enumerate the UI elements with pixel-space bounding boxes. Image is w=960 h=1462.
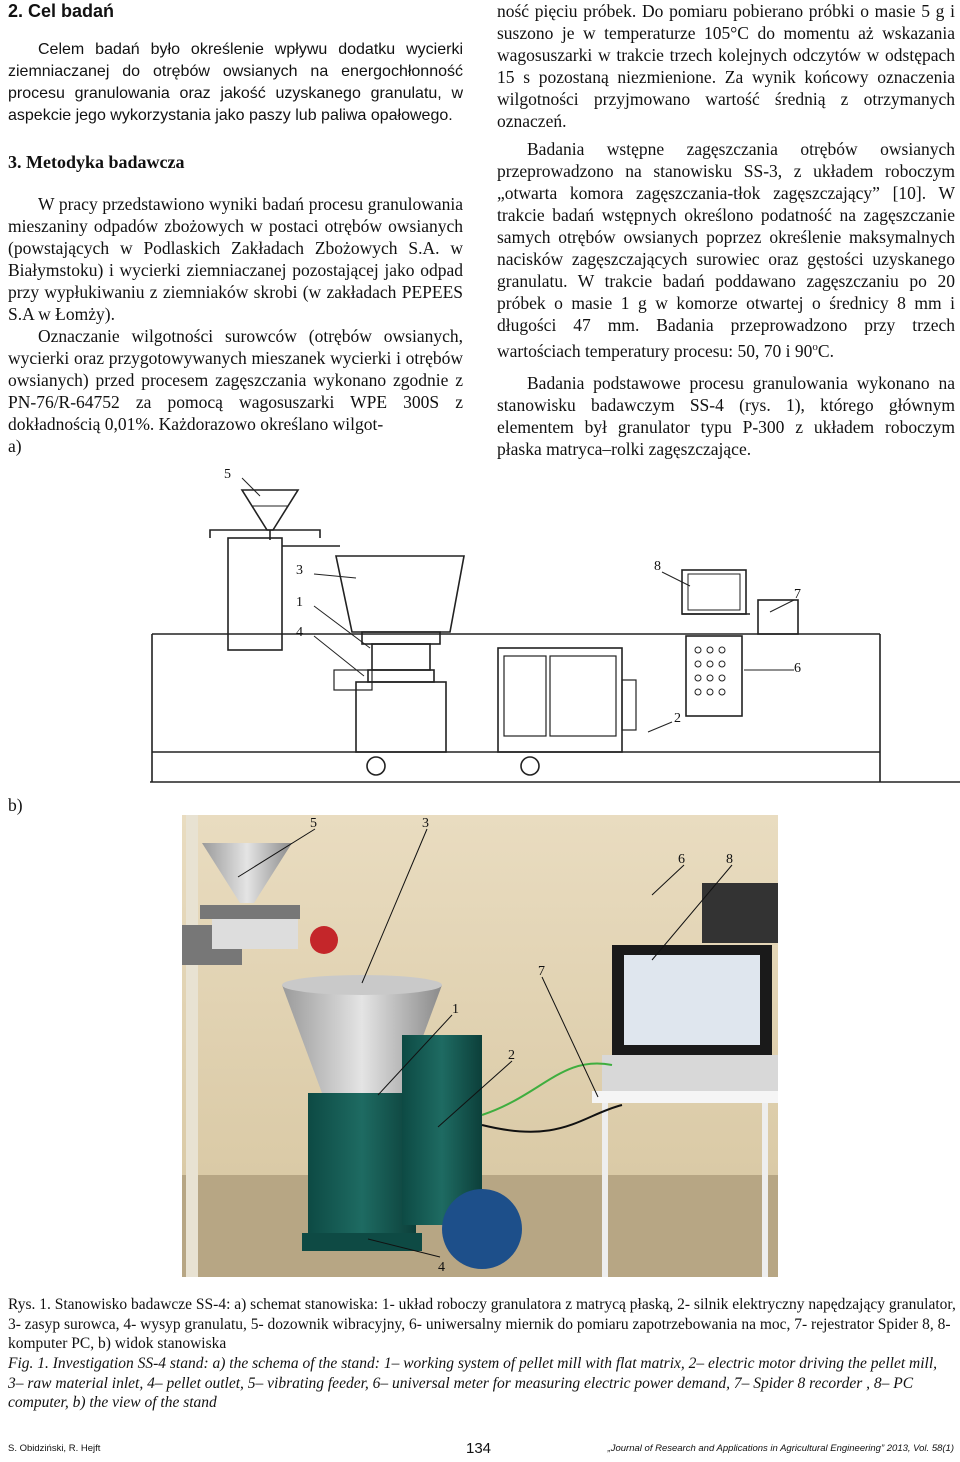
- schema-label-1: 1: [296, 595, 303, 610]
- schema-label-5: 5: [224, 467, 231, 482]
- pc-monitor: [682, 570, 746, 614]
- photo-label-1: 1: [452, 1002, 459, 1017]
- schema-label-4: 4: [296, 625, 303, 640]
- page-number: 134: [466, 1440, 492, 1457]
- wheel-right: [521, 757, 539, 775]
- right-paragraph-3: Badania podstawowe procesu granulowania wykonano na stanowisku badawczym SS-4 (rys. 1), którego głównym elementem był granulator typu P-300 z układem roboczym płaska matryca–rolki zagęszczające.: [497, 372, 955, 459]
- motor-base: [356, 682, 446, 752]
- photo-label-8: 8: [726, 852, 733, 867]
- left-column: [8, 0, 463, 457]
- figure-caption-pl: Rys. 1. Stanowisko badawcze SS-4: a) schemat stanowiska: 1- układ roboczy granulatora z matrycą płaską, 2- silnik elektryczny napędzający granulator, 3- zasyp surowca, 4- wysyp granulatu, 5- dozownik wibracyjny, 6- uniwersalny miernik do pomiaru zapotrzebowania na moc, 7- rejestrator Spider 8, 8- komputer PC, b) widok stanowiska: [8, 1296, 956, 1352]
- photo-label-7: 7: [538, 964, 545, 979]
- photo-granulator: [308, 1093, 416, 1233]
- power-meter: [686, 636, 742, 716]
- photo-label-2: 2: [508, 1048, 515, 1063]
- footer-authors: S. Obidziński, R. Hejft: [8, 1443, 101, 1454]
- wheel-left: [367, 757, 385, 775]
- photo-label-6: 6: [678, 852, 685, 867]
- right-paragraph-1: ność pięciu próbek. Do pomiaru pobierano próbki o masie 5 g i suszono je w temperaturze 105°C do momentu aż wskazania wagosuszarki w trakcie trzech kolejnych odczytów w odstępach 15 s pozostaną niezmienione. Za wynik końcowy oznaczenia wilgotności przyjmowano wartość średnią z otrzymanych oznaczeń.: [497, 1, 955, 131]
- stand-schema-drawing: [150, 460, 960, 790]
- photo-table: [592, 1091, 778, 1103]
- photo-label-4: 4: [438, 1260, 445, 1275]
- photo-label-3: 3: [422, 816, 429, 831]
- schema-label-2: 2: [674, 711, 681, 726]
- stand-photo: [182, 815, 778, 1277]
- degree-sup: o: [812, 341, 818, 353]
- photo-label-5: 5: [310, 816, 317, 831]
- schema-label-6: 6: [794, 661, 801, 676]
- granulator-body: [372, 644, 430, 670]
- right-paragraph-2-text: Badania wstępne zagęszczania otrębów owsianych przeprowadzono na stanowisku SS-3, z układem roboczym „otwarta komora zagęszczania-tłok zagęszczający” [10]. W trakcie badań wstępnych określono podatność na zagęszczanie samych otrębów owsianych poprzez określenie maksymalnych nacisków zagęszczających surowiec oraz gęstości uzyskanego granulatu. W trakcie badań poddawano zagęszczaniu po 20 próbek o masie 1 g w komorze otwartej o średnicy 8 mm i długości 47 mm. Badania przeprowadzono przy trzech wartościach temperatury procesu: 50, 70 i 90: [497, 139, 955, 361]
- section-3-title: 3. Metodyka badawcza: [8, 152, 185, 172]
- methods-paragraph-1: W pracy przedstawiono wyniki badań procesu granulowania mieszaniny odpadów zbożowych w postaci otrębów owsianych (powstających w Podlaskich Zakładach Zbożowych S.A. w Białymstoku) i wycierki ziemniaczanej pozostającej jako odpad przy wypłukiwaniu z ziemniaków skrobi (w zakładach PEPEES S.A w Łomży).: [8, 194, 463, 324]
- right-paragraph-2: [497, 138, 955, 362]
- schema-label-8: 8: [654, 559, 661, 574]
- section-2-text: Celem badań było określenie wpływu dodatku wycierki ziemniaczanej do otrębów owsianych na energochłonność procesu granulowania oraz jakość uzyskanego granulatu, w aspekcie jego wykorzystania jako paszy lub paliwa opałowego.: [8, 41, 463, 124]
- right-column: [497, 0, 955, 460]
- schema-label-3: 3: [296, 563, 303, 578]
- figure-label-a: a): [8, 436, 22, 456]
- inlet-hopper: [336, 556, 464, 632]
- figure-caption-en: Fig. 1. Investigation SS-4 stand: a) the schema of the stand: 1– working system of pellet mill with flat matrix, 2– electric motor driving the pellet mill, 3– raw material inlet, 4– pellet outlet, 5– vibrating feeder, 6– universal meter for measuring electric power demand, 7– Spider 8 recorder , 8– PC computer, b) the view of the stand: [8, 1355, 938, 1411]
- feeder-hopper: [242, 490, 298, 530]
- section-2-title: 2. Cel badań: [8, 1, 115, 21]
- methods-paragraph-2: Oznaczanie wilgotności surowców (otrębów owsianych, wycierki oraz przygotowywanych mieszanek wycierki i otrębów owsianych) przed procesem zagęszczania wykonano zgodnie z PN-76/R-64752 za pomocą wagosuszarki WPE 300S z dokładnością 0,01%. Każdorazowo określano wilgot-: [8, 326, 463, 434]
- footer-journal: „Journal of Research and Applications in Agricultural Engineering” 2013, Vol. 58(1): [607, 1443, 954, 1454]
- right-paragraph-2-end: C.: [817, 340, 834, 361]
- schema-label-7: 7: [794, 587, 801, 602]
- spider-recorder: [758, 600, 798, 634]
- figure-label-b: b): [8, 795, 23, 815]
